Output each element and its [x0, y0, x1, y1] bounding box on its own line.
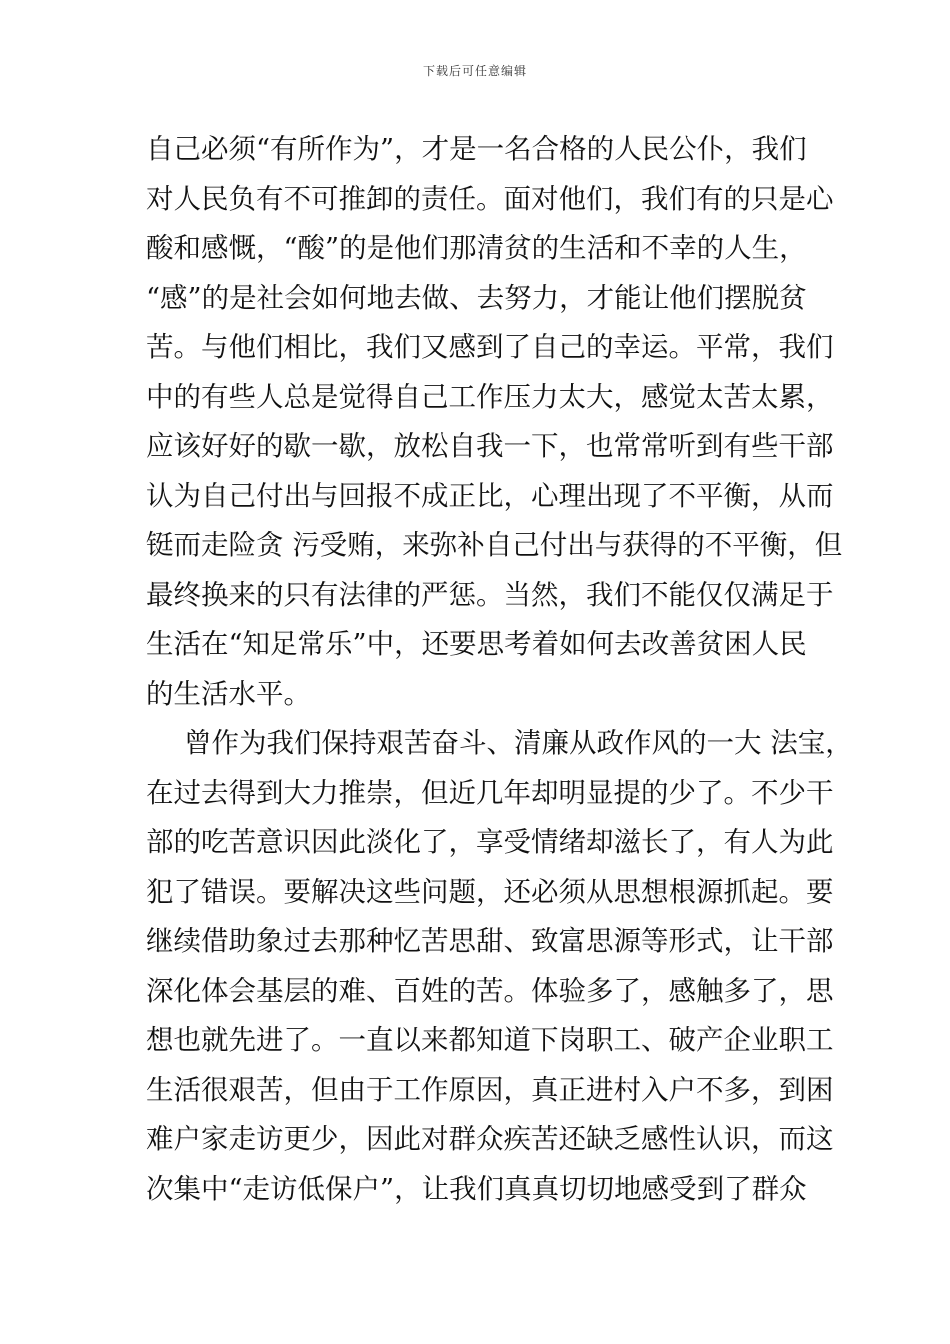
paragraph-2 [146, 719, 853, 1214]
text-line: 苦。与他们相比，我们又感到了自己的幸运。平常，我们 [146, 331, 834, 363]
text-line: 深化体会基层的难、百姓的苦。体验多了，感触多了，思 [146, 974, 834, 1007]
text-line: 犯了错误。要解决这些问题，还必须从思想根源抓起。要 [146, 875, 834, 908]
text-line: 酸和感慨，“酸”的是他们那清贫的生活和不幸的人生， [146, 232, 807, 264]
text-line: 中的有些人总是觉得自己工作压力太大，感觉太苦太累， [146, 380, 834, 413]
text-line: 在过去得到大力推崇，但近几年却明显提的少了。不少干 [146, 776, 834, 809]
text-line: 应该好好的歇一歇，放松自我一下，也常常听到有些干部 [146, 430, 834, 462]
text-line: 生活在“知足常乐”中，还要思考着如何去改善贫困人民 [146, 628, 807, 660]
text-line: 对人民负有不可推卸的责任。面对他们，我们有的只是心 [146, 182, 834, 215]
text-line: 曾作为我们保持艰苦奋斗、清廉从政作风的一大 法宝， [184, 727, 853, 759]
text-line: 生活很艰苦，但由于工作原因，真正进村入户不多，到困 [146, 1073, 834, 1106]
text-line: 的生活水平。 [146, 677, 311, 710]
document-body [146, 125, 853, 1214]
text-line: 次集中“走访低保户”，让我们真真切切地感受到了群众 [146, 1172, 807, 1205]
text-line: 认为自己付出与回报不成正比，心理出现了不平衡，从而 [146, 479, 834, 512]
text-line: “感”的是社会如何地去做、去努力，才能让他们摆脱贫 [146, 281, 807, 314]
text-line: 自己必须“有所作为”，才是一名合格的人民公仆，我们 [146, 133, 807, 165]
text-line: 想也就先进了。一直以来都知道下岗职工、破产企业职工 [146, 1024, 834, 1056]
text-line: 铤而走险贪 污受贿，来弥补自己付出与获得的不平衡，但 [146, 529, 843, 561]
text-line: 最终换来的只有法律的严惩。当然，我们不能仅仅满足于 [146, 578, 834, 611]
page-header: 下载后可任意编辑 [422, 64, 527, 78]
text-line: 继续借助象过去那种忆苦思甜、致富思源等形式，让干部 [146, 925, 834, 957]
text-line: 部的吃苦意识因此淡化了，享受情绪却滋长了，有人为此 [146, 826, 834, 858]
text-line: 难户家走访更少，因此对群众疾苦还缺乏感性认识，而这 [146, 1123, 834, 1155]
paragraph-1 [146, 125, 843, 719]
